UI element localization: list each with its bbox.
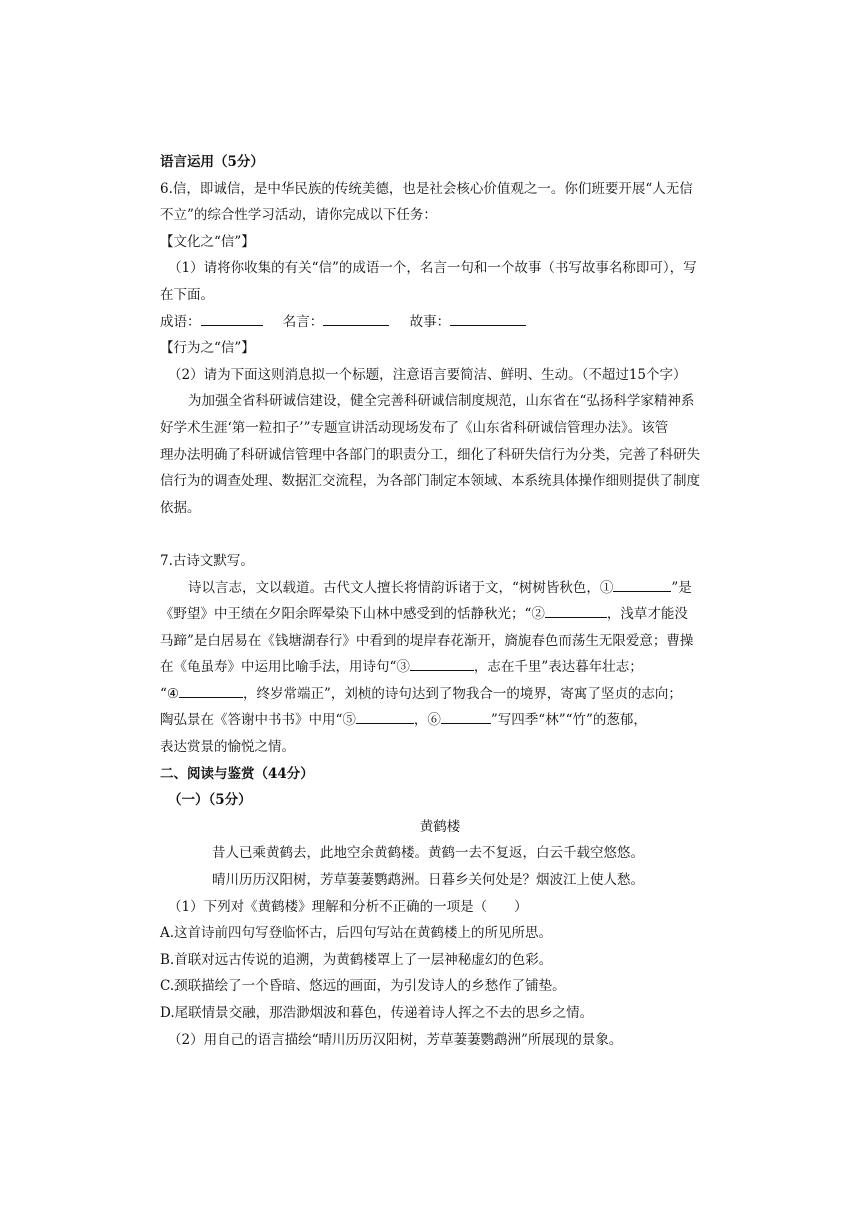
blank-3[interactable] <box>410 656 474 671</box>
idiom-blank[interactable] <box>201 311 263 326</box>
poem-title: 黄鹤楼 <box>419 818 461 835</box>
q7-line-6-a: 陶弘景在《答谢中书书》中用“⑤ <box>160 712 356 729</box>
q7-line-1-b: ”是 <box>671 579 692 596</box>
news-line-5: 依据。 <box>160 499 201 516</box>
story-blank[interactable] <box>450 311 526 326</box>
mc-option-b: B.首联对远古传说的追溯，为黄鹤楼罩上了一层神秘虚幻的色彩。 <box>160 951 553 968</box>
blank-4[interactable] <box>179 683 243 698</box>
blank-1[interactable] <box>613 577 671 592</box>
fill-in-row <box>160 309 720 336</box>
blank-2[interactable] <box>545 603 607 618</box>
task2-line: （2）请为下面这则消息拟一个标题，注意语言要简洁、鲜明、生动。（不超过15个字） <box>168 366 687 383</box>
task1-line-2: 在下面。 <box>160 286 214 303</box>
mc-stem: （1）下列对《黄鹤楼》理解和分析不正确的一项是（ ） <box>168 898 528 915</box>
q7-line-5 <box>160 681 720 708</box>
mc-option-d: D.尾联情景交融，那浩渺烟波和暮色，传递着诗人挥之不去的思乡之情。 <box>160 1005 594 1021</box>
news-line-3: 理办法明确了科研诚信管理中各部门的职责分工，细化了科研失信行为分类，完善了科研失 <box>160 446 700 463</box>
blank-5[interactable] <box>356 709 414 724</box>
q7-line-4-a: 在《龟虽寿》中运用比喻手法，用诗句“③ <box>160 659 410 676</box>
news-line-2: 好学术生涯‘第一粒扣子’”专题宣讲活动现场发布了《山东省科研诚信管理办法》。该管 <box>160 419 669 436</box>
culture-heading: 【文化之“信”】 <box>160 233 255 250</box>
q6-intro-line-1: 6.信，即诚信，是中华民族的传统美德，也是社会核心价值观之一。你们班要开展“人无信 <box>160 180 693 197</box>
q7-line-6-c: ”写四季“林”“竹”的葱郁， <box>490 712 647 729</box>
poem-line-1: 昔人已乘黄鹤去，此地空余黄鹤楼。黄鹤一去不复返，白云千载空悠悠。 <box>212 845 644 862</box>
mc-option-c: C.颈联描绘了一个昏暗、悠远的画面，为引发诗人的乡愁作了铺垫。 <box>160 978 566 995</box>
q7-line-2-a: 《野望》中王绩在夕阳余晖晕染下山林中感受到的恬静秋光；“② <box>160 606 545 623</box>
q7-line-6 <box>160 707 720 734</box>
story-label: 故事： <box>409 313 451 330</box>
q7-line-4 <box>160 654 720 681</box>
q7-line-3: 马蹄”是白居易在《钱塘湖春行》中看到的堤岸春花渐开，旖旎春色而荡生无限爱意；曹操 <box>160 632 694 649</box>
quote-blank[interactable] <box>323 311 389 326</box>
exam-page <box>160 149 720 1053</box>
q7-line-6-b: ，⑥ <box>413 712 441 729</box>
quote-label: 名言： <box>282 313 324 330</box>
poem-line-2: 晴川历历汉阳树，芳草萋萋鹦鹉洲。日暮乡关何处是？烟波江上使人愁。 <box>212 872 644 889</box>
behavior-heading: 【行为之“信”】 <box>160 340 255 357</box>
q7-line-7: 表达赏景的愉悦之情。 <box>160 739 295 756</box>
news-line-1: 为加强全省科研诚信建设，健全完善科研诚信制度规范，山东省在“弘扬科学家精神系 <box>188 393 695 410</box>
q7-line-1 <box>160 575 720 602</box>
idiom-label: 成语： <box>160 313 201 330</box>
news-line-4: 信行为的调查处理、数据汇交流程，为各部门制定本领域、本系统具体操作细则提供了制度 <box>160 473 700 490</box>
q7-title: 7.古诗文默写。 <box>160 552 254 569</box>
q7-line-1-a: 诗以言志，文以载道。古代文人擅长将情韵诉诸于文，“树树皆秋色，① <box>188 579 614 596</box>
task1-line-1: （1）请将你收集的有关“信”的成语一个，名言一句和一个故事（书写故事名称即可），写 <box>168 260 697 277</box>
q7-line-2 <box>160 601 720 628</box>
q7-line-5-a: “④ <box>160 685 180 702</box>
q7-line-4-b: ，志在千里”表达暮年壮志； <box>473 659 643 676</box>
blank-6[interactable] <box>441 709 491 724</box>
q7-line-5-b: ，终岁常端正”，刘桢的诗句达到了物我合一的境界，寄寓了坚贞的志向； <box>243 685 682 702</box>
part1-label: （一）（5分） <box>168 792 252 809</box>
section-language-heading: 语言运用（5分） <box>160 154 264 170</box>
q7-line-2-b: ，浅草才能没 <box>606 606 688 623</box>
mc-option-a: A.这首诗前四句写登临怀古，后四句写站在黄鹤楼上的所见所思。 <box>160 925 553 942</box>
q6-intro-line-2: 不立”的综合性学习活动，请你完成以下任务： <box>160 207 437 224</box>
spacer <box>160 521 720 548</box>
section-reading-heading: 二、阅读与鉴赏（44分） <box>160 765 314 782</box>
q2-line: （2）用自己的语言描绘“晴川历历汉阳树，芳草萋萋鹦鹉洲”所展现的景象。 <box>168 1031 623 1048</box>
